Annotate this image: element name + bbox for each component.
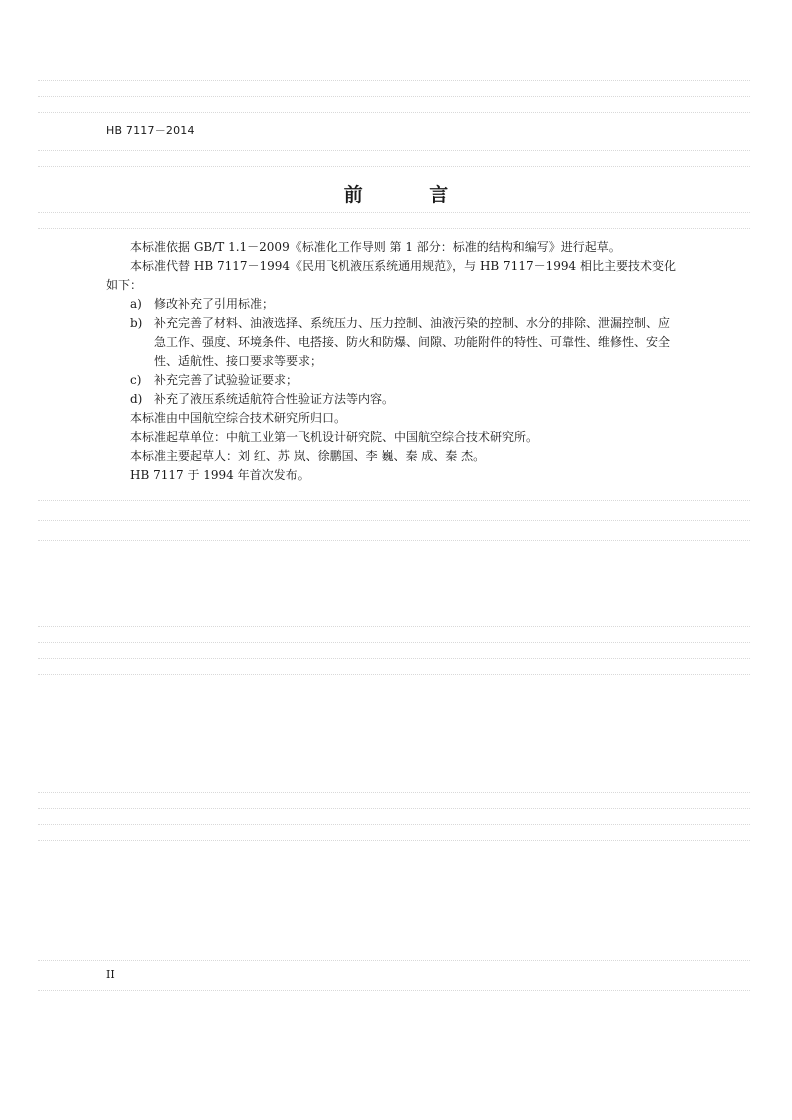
list-marker: c) xyxy=(130,373,142,387)
scan-line xyxy=(38,626,750,627)
paragraph: 本标准主要起草人：刘 红、苏 岚、徐鹏国、李 巍、秦 成、秦 杰。 xyxy=(130,449,486,463)
scan-line xyxy=(38,792,750,793)
list-item xyxy=(106,371,676,390)
list-item-text: 补充了液压系统适航符合性验证方法等内容。 xyxy=(154,392,395,406)
paragraph: 本标准代替 HB 7117－1994《民用飞机液压系统通用规范》，与 HB 7117－1994 相比主要技术变化如下： xyxy=(106,259,676,292)
scan-line xyxy=(38,150,750,151)
scan-line xyxy=(38,212,750,213)
scan-line xyxy=(38,960,750,961)
scan-line xyxy=(38,500,750,501)
scan-line xyxy=(38,520,750,521)
paragraph: 本标准依据 GB/T 1.1－2009《标准化工作导则 第 1 部分：标准的结构和编写》进行起草。 xyxy=(130,240,621,254)
foreword-body xyxy=(106,238,676,485)
scan-line xyxy=(38,808,750,809)
list-item-text: 补充完善了试验验证要求； xyxy=(154,373,299,387)
list-item-text: 补充完善了材料、油液选择、系统压力、压力控制、油液污染的控制、水分的排除、泄漏控制、应急工作、强度、环境条件、电搭接、防火和防爆、间隙、功能附件的特性、可靠性、维修性、安全性、适航性、接口要求等要求； xyxy=(154,316,671,368)
scan-line xyxy=(38,658,750,659)
paragraph: 本标准由中国航空综合技术研究所归口。 xyxy=(130,411,347,425)
technical-changes-list xyxy=(106,295,676,409)
standard-code-header: HB 7117－2014 xyxy=(106,124,195,137)
paragraph: 本标准起草单位：中航工业第一飞机设计研究院、中国航空综合技术研究所。 xyxy=(130,430,539,444)
paragraph: HB 7117 于 1994 年首次发布。 xyxy=(130,468,310,482)
list-item-text: 修改补充了引用标准； xyxy=(154,297,275,311)
list-marker: b) xyxy=(130,316,143,330)
scan-line xyxy=(38,990,750,991)
scan-line xyxy=(38,80,750,81)
list-item xyxy=(106,295,676,314)
page-title: 前 言 xyxy=(343,184,479,206)
scan-line xyxy=(38,840,750,841)
list-marker: d) xyxy=(130,392,143,406)
scan-line xyxy=(38,642,750,643)
scan-line xyxy=(38,824,750,825)
scan-line xyxy=(38,96,750,97)
scan-line xyxy=(38,674,750,675)
list-marker: a) xyxy=(130,297,142,311)
page-number: II xyxy=(106,968,115,981)
scan-line xyxy=(38,228,750,229)
scan-line xyxy=(38,540,750,541)
scan-line xyxy=(38,112,750,113)
list-item xyxy=(106,390,676,409)
scan-line xyxy=(38,166,750,167)
list-item xyxy=(106,314,676,371)
